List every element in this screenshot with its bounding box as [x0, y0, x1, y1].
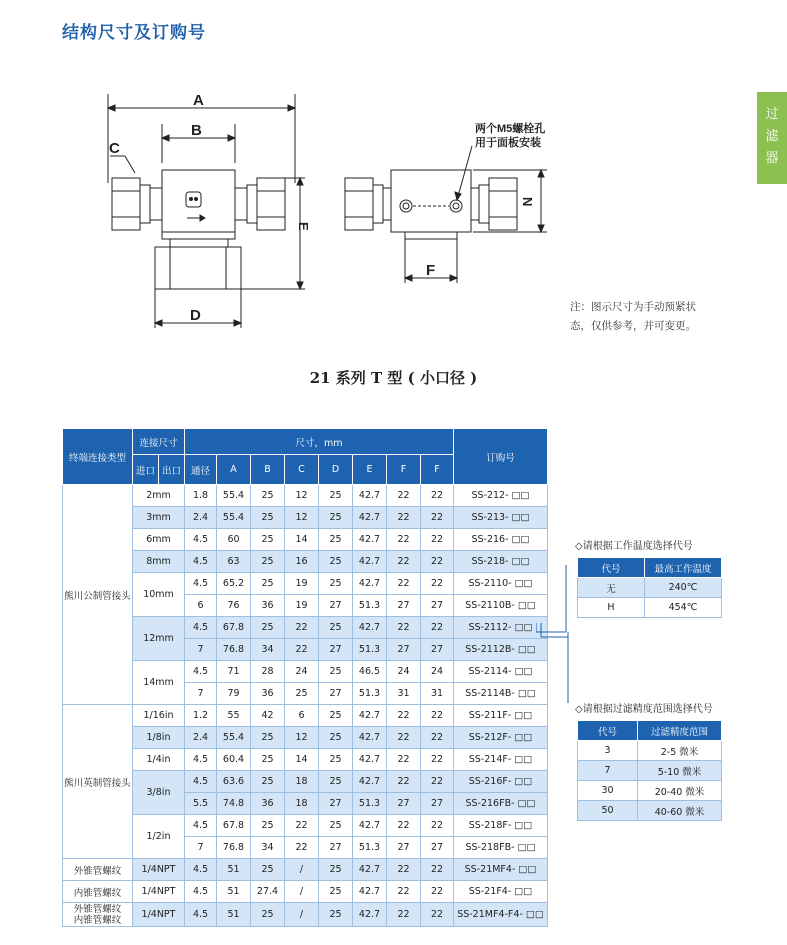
- dim-value: 25: [319, 507, 353, 529]
- dim-a-label: A: [193, 92, 204, 109]
- table-row: [63, 881, 548, 903]
- dim-value: 4.5: [185, 573, 217, 595]
- dim-value: 14: [285, 749, 319, 771]
- dim-value: 5.5: [185, 793, 217, 815]
- dim-value: 6: [285, 705, 319, 727]
- filter-row: [578, 781, 722, 801]
- order-number: SS-218FB- □□: [454, 837, 548, 859]
- dim-value: 18: [285, 771, 319, 793]
- dim-value: 25: [319, 617, 353, 639]
- dim-value: 7: [185, 837, 217, 859]
- dim-value: 25: [251, 859, 285, 881]
- dim-value: 1.2: [185, 705, 217, 727]
- conn-size: 12mm: [133, 617, 185, 661]
- dim-e-label: E: [296, 222, 311, 231]
- dim-value: 22: [387, 529, 421, 551]
- dim-value: /: [285, 903, 319, 927]
- tee-filter-drawing: [95, 88, 555, 338]
- temp-code: H: [578, 598, 645, 618]
- order-number: SS-2110B- □□: [454, 595, 548, 617]
- dim-value: 4.5: [185, 529, 217, 551]
- group-label-line: 外锥管螺纹: [73, 903, 122, 915]
- dim-value: 27: [421, 595, 454, 617]
- dim-value: 27: [421, 793, 454, 815]
- temp-code: 无: [578, 578, 645, 598]
- drawing-caption: 21 系列 T 型 ( 小口径 ): [309, 369, 478, 387]
- conn-size: 14mm: [133, 661, 185, 705]
- col-header-type: 终端连接类型: [63, 429, 133, 485]
- dim-value: 36: [251, 793, 285, 815]
- order-number: SS-21MF4- □□: [454, 859, 548, 881]
- col-header-b: B: [251, 455, 285, 485]
- order-number: SS-216F- □□: [454, 771, 548, 793]
- table-row: [63, 859, 548, 881]
- table-row: [63, 727, 548, 749]
- filter-row: [578, 801, 722, 821]
- dim-value: 25: [319, 529, 353, 551]
- dim-value: 25: [319, 749, 353, 771]
- dim-value: /: [285, 859, 319, 881]
- dim-value: 51: [217, 859, 251, 881]
- dim-value: 55: [217, 705, 251, 727]
- conn-size: 1/4NPT: [133, 859, 185, 881]
- dim-value: 27: [387, 837, 421, 859]
- dim-value: 27: [319, 639, 353, 661]
- dim-value: 25: [319, 771, 353, 793]
- dim-value: 25: [319, 859, 353, 881]
- side-tab-filter[interactable]: [757, 92, 787, 184]
- filter-range: 2-5 微米: [638, 741, 722, 761]
- dim-value: 22: [285, 639, 319, 661]
- dim-value: 22: [387, 705, 421, 727]
- dim-value: 24: [421, 661, 454, 683]
- col-header-bore: 通径: [185, 455, 217, 485]
- group-label-line: 内锥管螺纹: [73, 914, 122, 926]
- dim-value: 25: [319, 881, 353, 903]
- dim-value: 51.3: [353, 837, 387, 859]
- order-number: SS-21MF4-F4- □□: [454, 903, 548, 927]
- dim-value: 27.4: [251, 881, 285, 903]
- dim-value: 42.7: [353, 749, 387, 771]
- dim-value: 12: [285, 727, 319, 749]
- col-header-f1: F: [387, 455, 421, 485]
- dim-value: 27: [319, 793, 353, 815]
- dim-value: 65.2: [217, 573, 251, 595]
- table-row: [63, 903, 548, 927]
- dim-value: 27: [319, 683, 353, 705]
- dim-value: 51.3: [353, 639, 387, 661]
- dim-value: 55.4: [217, 485, 251, 507]
- filter-code: 7: [578, 761, 638, 781]
- dim-value: 22: [387, 485, 421, 507]
- filter-range: 20-40 微米: [638, 781, 722, 801]
- dim-value: 22: [421, 903, 454, 927]
- dim-value: 22: [285, 617, 319, 639]
- dim-value: 25: [319, 573, 353, 595]
- order-number: SS-213- □□: [454, 507, 548, 529]
- table-row: [63, 485, 548, 507]
- dim-value: 22: [421, 815, 454, 837]
- dim-value: 67.8: [217, 617, 251, 639]
- dim-value: 25: [319, 727, 353, 749]
- dim-value: 25: [319, 485, 353, 507]
- table-row: [63, 815, 548, 837]
- dim-value: 25: [251, 727, 285, 749]
- filter-table-title: ◇请根据过滤精度范围选择代号: [575, 704, 713, 715]
- conn-size: 3/8in: [133, 771, 185, 815]
- dim-value: 42.7: [353, 771, 387, 793]
- dim-value: 4.5: [185, 551, 217, 573]
- conn-size: 2mm: [133, 485, 185, 507]
- order-number: SS-212- □□: [454, 485, 548, 507]
- dim-b-label: B: [191, 122, 202, 139]
- dim-value: 76.8: [217, 639, 251, 661]
- col-header-f2: F: [421, 455, 454, 485]
- dim-value: 25: [251, 507, 285, 529]
- spec-table: [62, 428, 548, 927]
- dim-value: 22: [387, 507, 421, 529]
- group-label: 外锥管螺纹: [63, 859, 133, 881]
- dim-value: 25: [251, 573, 285, 595]
- dim-value: 7: [185, 639, 217, 661]
- conn-size: 1/4NPT: [133, 903, 185, 927]
- dim-value: 22: [421, 507, 454, 529]
- dim-value: 4.5: [185, 815, 217, 837]
- dim-value: 27: [387, 639, 421, 661]
- dim-value: 51.3: [353, 683, 387, 705]
- dim-value: 42.7: [353, 881, 387, 903]
- dim-value: 42.7: [353, 617, 387, 639]
- dim-value: 22: [285, 815, 319, 837]
- conn-size: 1/16in: [133, 705, 185, 727]
- dim-value: 79: [217, 683, 251, 705]
- dim-value: 76.8: [217, 837, 251, 859]
- dim-value: 51.3: [353, 595, 387, 617]
- dim-value: 22: [421, 617, 454, 639]
- dim-value: 25: [251, 771, 285, 793]
- dim-value: 22: [387, 859, 421, 881]
- dim-value: 22: [387, 903, 421, 927]
- dim-value: 27: [421, 639, 454, 661]
- filter-code: 30: [578, 781, 638, 801]
- dim-value: 4.5: [185, 881, 217, 903]
- dim-value: 18: [285, 793, 319, 815]
- dim-value: 1.8: [185, 485, 217, 507]
- temp-code-table: [577, 557, 722, 618]
- dim-value: 24: [387, 661, 421, 683]
- order-number: SS-21F4- □□: [454, 881, 548, 903]
- filter-range: 40-60 微米: [638, 801, 722, 821]
- dim-value: 14: [285, 529, 319, 551]
- dim-value: 22: [387, 617, 421, 639]
- note-line: 注：图示尺寸为手动预紧状: [570, 301, 696, 313]
- side-tab-char: 器: [765, 151, 779, 166]
- dim-value: 22: [387, 881, 421, 903]
- order-number: SS-2112- □□: [454, 617, 548, 639]
- order-number: SS-214F- □□: [454, 749, 548, 771]
- conn-size: 1/8in: [133, 727, 185, 749]
- dim-value: 55.4: [217, 727, 251, 749]
- dim-value: 25: [251, 529, 285, 551]
- dim-value: 22: [421, 551, 454, 573]
- dim-value: 42.7: [353, 573, 387, 595]
- col-header-e: E: [353, 455, 387, 485]
- order-number: SS-218F- □□: [454, 815, 548, 837]
- dim-f-label: F: [426, 262, 436, 279]
- temp-value: 240℃: [645, 578, 722, 598]
- conn-size: 6mm: [133, 529, 185, 551]
- dim-value: 25: [251, 815, 285, 837]
- dim-value: 22: [387, 551, 421, 573]
- dim-value: 6: [185, 595, 217, 617]
- page-title: 结构尺寸及订购号: [62, 23, 206, 43]
- side-tab-char: 过: [765, 107, 779, 122]
- conn-size: 10mm: [133, 573, 185, 617]
- dim-value: 4.5: [185, 749, 217, 771]
- filter-code: 50: [578, 801, 638, 821]
- order-number: SS-2112B- □□: [454, 639, 548, 661]
- table-row: [63, 617, 548, 639]
- table-row: [63, 705, 548, 727]
- group-label: 熊川英制管接头: [63, 705, 133, 859]
- dim-value: 22: [387, 771, 421, 793]
- dim-value: 42.7: [353, 529, 387, 551]
- dim-value: 27: [319, 595, 353, 617]
- side-tab-char: 滤: [765, 129, 779, 144]
- dim-value: 31: [387, 683, 421, 705]
- dim-value: 22: [421, 881, 454, 903]
- col-header-dims: 尺寸，mm: [185, 429, 454, 455]
- dim-value: 22: [421, 859, 454, 881]
- dim-value: 25: [319, 903, 353, 927]
- dim-value: 2.4: [185, 507, 217, 529]
- dim-n-label: N: [520, 197, 535, 207]
- callout-panel-mount: 用于面板安装: [475, 137, 541, 149]
- col-header-outlet: 出口: [159, 455, 185, 485]
- dim-value: 46.5: [353, 661, 387, 683]
- conn-size: 1/4NPT: [133, 881, 185, 903]
- dim-value: 74.8: [217, 793, 251, 815]
- dim-value: 22: [421, 749, 454, 771]
- dim-value: 42.7: [353, 903, 387, 927]
- dim-value: 36: [251, 595, 285, 617]
- dim-value: 42.7: [353, 727, 387, 749]
- dim-value: 2.4: [185, 727, 217, 749]
- dim-value: 22: [387, 749, 421, 771]
- col-header-inlet: 进口: [133, 455, 159, 485]
- dim-value: 42.7: [353, 705, 387, 727]
- dim-value: 51: [217, 903, 251, 927]
- dim-value: 36: [251, 683, 285, 705]
- dim-value: 22: [387, 815, 421, 837]
- dim-value: 22: [421, 573, 454, 595]
- dim-c-label: C: [109, 140, 120, 157]
- dim-value: 63.6: [217, 771, 251, 793]
- dim-value: 25: [251, 903, 285, 927]
- dim-value: 12: [285, 485, 319, 507]
- order-number: SS-216FB- □□: [454, 793, 548, 815]
- dim-value: 27: [387, 793, 421, 815]
- col-header-order: 订购号: [454, 429, 548, 485]
- dim-value: 22: [421, 529, 454, 551]
- dim-value: 12: [285, 507, 319, 529]
- dim-value: 27: [319, 837, 353, 859]
- filter-range: 5-10 微米: [638, 761, 722, 781]
- dim-value: 4.5: [185, 771, 217, 793]
- dim-value: 25: [251, 551, 285, 573]
- dim-value: 25: [251, 749, 285, 771]
- order-number: SS-218- □□: [454, 551, 548, 573]
- dim-value: 67.8: [217, 815, 251, 837]
- dim-value: 22: [387, 727, 421, 749]
- dim-value: 25: [319, 815, 353, 837]
- filter-header-code: 代号: [578, 721, 638, 741]
- dim-value: 25: [251, 617, 285, 639]
- dim-value: 7: [185, 683, 217, 705]
- dim-value: 42.7: [353, 551, 387, 573]
- conn-size: 1/4in: [133, 749, 185, 771]
- dim-value: 4.5: [185, 661, 217, 683]
- dim-value: 19: [285, 595, 319, 617]
- group-label: 熊川公制管接头: [63, 485, 133, 705]
- order-number: SS-2110- □□: [454, 573, 548, 595]
- table-row: [63, 573, 548, 595]
- table-row: [63, 771, 548, 793]
- conn-size: 8mm: [133, 551, 185, 573]
- dim-value: 25: [319, 661, 353, 683]
- table-row: [63, 749, 548, 771]
- dim-value: 31: [421, 683, 454, 705]
- dim-value: 42.7: [353, 507, 387, 529]
- dim-value: 63: [217, 551, 251, 573]
- dim-value: 27: [421, 837, 454, 859]
- dim-value: 22: [421, 705, 454, 727]
- table-row: [63, 529, 548, 551]
- dim-value: 34: [251, 837, 285, 859]
- callout-mount-holes: 两个M5螺栓孔: [475, 123, 546, 135]
- col-header-a: A: [217, 455, 251, 485]
- table-row: [63, 551, 548, 573]
- filter-code-table: [577, 720, 722, 821]
- dim-value: 51: [217, 881, 251, 903]
- col-header-d: D: [319, 455, 353, 485]
- dim-value: 60.4: [217, 749, 251, 771]
- dim-value: 25: [285, 683, 319, 705]
- order-number: SS-2114B- □□: [454, 683, 548, 705]
- dim-value: 24: [285, 661, 319, 683]
- dim-value: 71: [217, 661, 251, 683]
- temp-header-code: 代号: [578, 558, 645, 578]
- dim-value: 42.7: [353, 859, 387, 881]
- temp-row: [578, 598, 722, 618]
- dim-value: 22: [421, 727, 454, 749]
- dim-value: 55.4: [217, 507, 251, 529]
- dim-value: 4.5: [185, 617, 217, 639]
- table-row: [63, 507, 548, 529]
- dim-value: 42: [251, 705, 285, 727]
- dim-value: 16: [285, 551, 319, 573]
- dim-value: 60: [217, 529, 251, 551]
- dim-value: /: [285, 881, 319, 903]
- dim-value: 42.7: [353, 485, 387, 507]
- dim-value: 22: [421, 771, 454, 793]
- col-header-conn: 连接尺寸: [133, 429, 185, 455]
- group-label: 内锥管螺纹: [63, 881, 133, 903]
- order-number: SS-216- □□: [454, 529, 548, 551]
- dim-value: 34: [251, 639, 285, 661]
- filter-header-range: 过滤精度范围: [638, 721, 722, 741]
- dim-value: 76: [217, 595, 251, 617]
- table-row: [63, 661, 548, 683]
- temp-row: [578, 578, 722, 598]
- temp-header-max: 最高工作温度: [645, 558, 722, 578]
- note-line: 态，仅供参考，并可变更。: [570, 320, 696, 332]
- temp-table-title: ◇请根据工作温度选择代号: [575, 541, 693, 552]
- dim-value: 19: [285, 573, 319, 595]
- dim-value: 4.5: [185, 903, 217, 927]
- filter-code: 3: [578, 741, 638, 761]
- order-number: SS-2114- □□: [454, 661, 548, 683]
- dim-value: 27: [387, 595, 421, 617]
- conn-size: 3mm: [133, 507, 185, 529]
- dim-value: 4.5: [185, 859, 217, 881]
- col-header-c: C: [285, 455, 319, 485]
- dim-d-label: D: [190, 307, 201, 324]
- dim-value: 25: [319, 705, 353, 727]
- dim-value: 22: [387, 573, 421, 595]
- dim-value: 51.3: [353, 793, 387, 815]
- dim-value: 42.7: [353, 815, 387, 837]
- order-number: SS-212F- □□: [454, 727, 548, 749]
- dim-value: 25: [251, 485, 285, 507]
- order-number: SS-211F- □□: [454, 705, 548, 727]
- dim-value: 25: [319, 551, 353, 573]
- temp-value: 454℃: [645, 598, 722, 618]
- dim-value: 22: [421, 485, 454, 507]
- group-label: [63, 903, 133, 927]
- filter-row: [578, 761, 722, 781]
- dim-value: 28: [251, 661, 285, 683]
- dimension-note: [570, 298, 750, 336]
- dim-value: 22: [285, 837, 319, 859]
- filter-row: [578, 741, 722, 761]
- conn-size: 1/2in: [133, 815, 185, 859]
